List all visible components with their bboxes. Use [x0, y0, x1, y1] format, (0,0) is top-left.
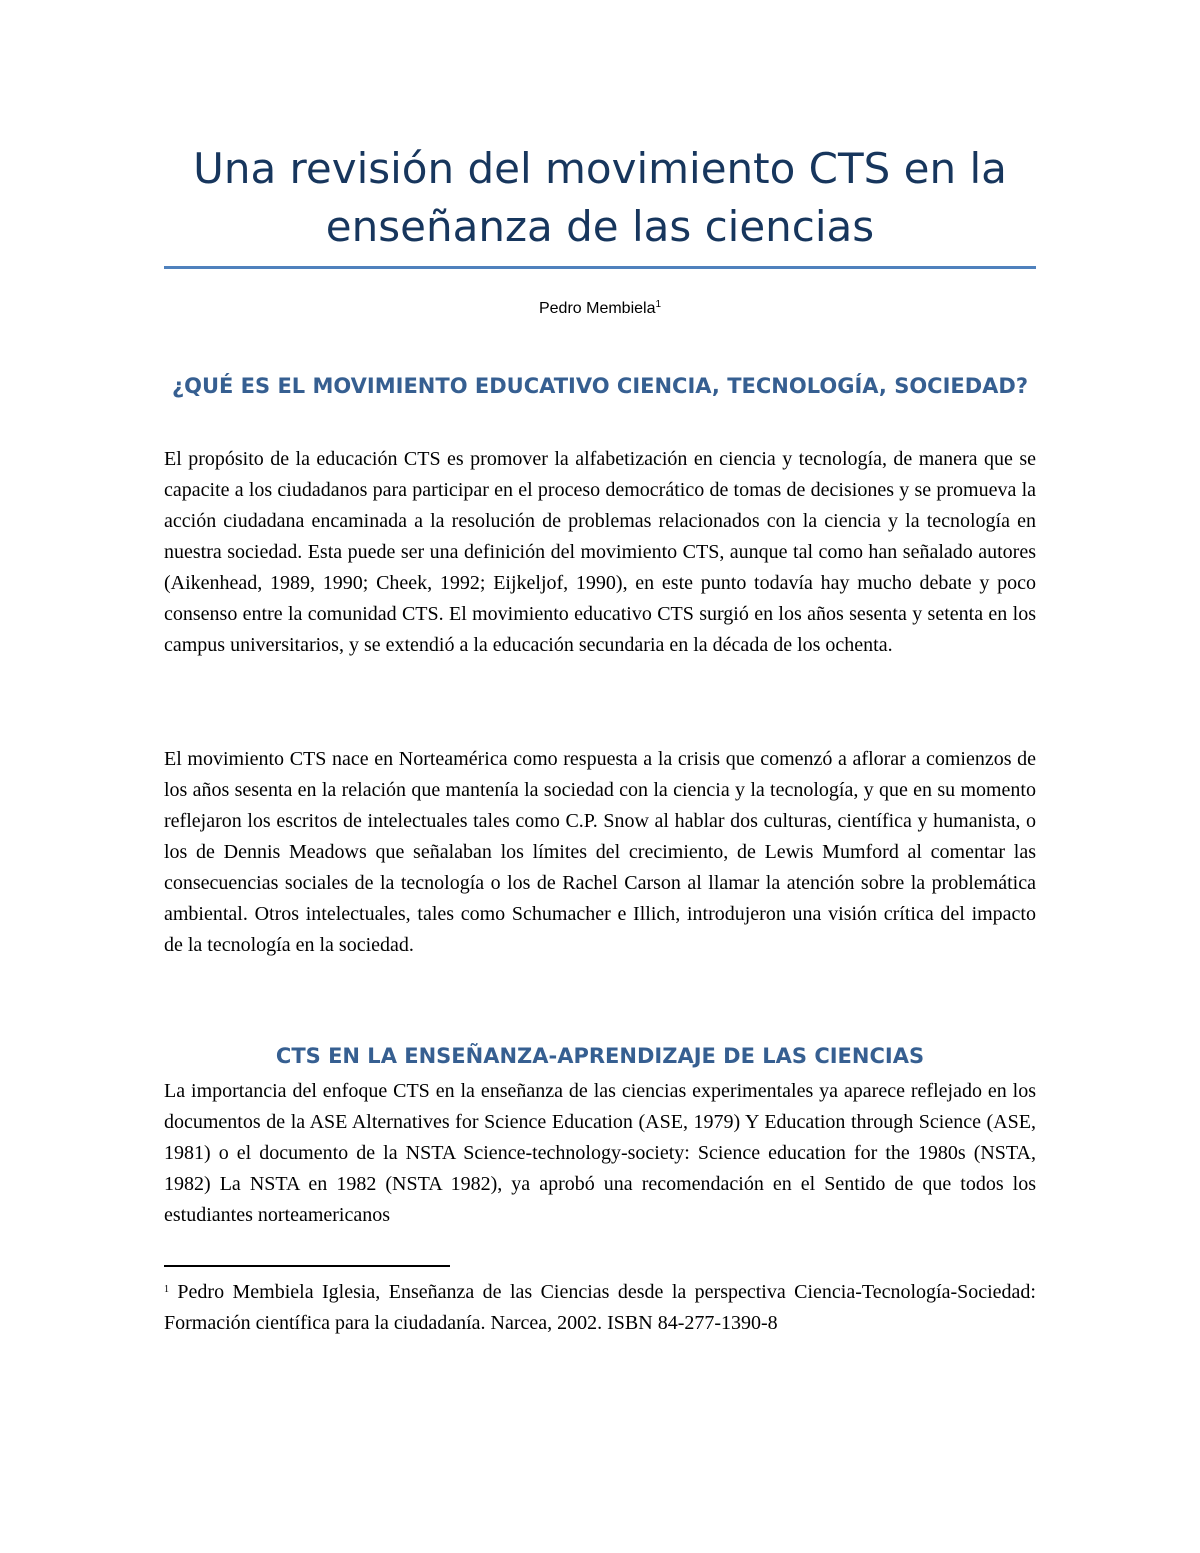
- author-name: Pedro Membiela: [538, 300, 656, 317]
- document-title: Una revisión del movimiento CTS en la enseñanza de las ciencias: [193, 144, 1007, 251]
- section-heading-que-es-cts: ¿QUÉ ES EL MOVIMIENTO EDUCATIVO CIENCIA, TECNOLOGÍA, SOCIEDAD?: [171, 374, 1029, 398]
- footnote: [164, 1277, 1036, 1339]
- author-line: [164, 300, 1036, 318]
- paragraph-importancia-enfoque: La importancia del enfoque CTS en la enseñanza de las ciencias experimentales ya aparece reflejado en los documentos de la ASE Alternatives for Science Education (ASE, 1979) Y Education through Science (ASE, 1981) o el documento de la NSTA Science-technology-society: Science education for the 1980s (NSTA, 1982) La NSTA en 1982 (NSTA 1982), ya aprobó una recomendación en el Sentido de que todos los estudiantes norteamericanos: [164, 1080, 1036, 1226]
- title-underline-rule: [164, 266, 1036, 269]
- paragraph-origen-norteamerica: El movimiento CTS nace en Norteamérica como respuesta a la crisis que comenzó a aflorar a comienzos de los años sesenta en la relación que mantenía la sociedad con la ciencia y la tecnología, y que en su momento reflejaron los escritos de intelectuales tales como C.P. Snow al hablar dos culturas, científica y humanista, o los de Dennis Meadows que señalaban los límites del crecimiento, de Lewis Mumford al comentar las consecuencias sociales de la tecnología o los de Rachel Carson al llamar la atención sobre la problemática ambiental. Otros intelectuales, tales como Schumacher e Illich, introdujeron una visión crítica del impacto de la tecnología en la sociedad.: [164, 748, 1036, 956]
- footnote-number: 1: [164, 1284, 169, 1295]
- section-heading-cts-ensenanza: CTS EN LA ENSEÑANZA-APRENDIZAJE DE LAS CIENCIAS: [275, 1044, 925, 1068]
- author-footnote-ref[interactable]: 1: [655, 299, 662, 310]
- footnote-separator: [164, 1265, 450, 1267]
- paragraph-proposito: El propósito de la educación CTS es promover la alfabetización en ciencia y tecnología, de manera que se capacite a los ciudadanos para participar en el proceso democrático de tomas de decisiones y se promueva la acción ciudadana encaminada a la resolución de problemas relacionados con la ciencia y la tecnología en nuestra sociedad. Esta puede ser una definición del movimiento CTS, aunque tal como han señalado autores (Aikenhead, 1989, 1990; Cheek, 1992; Eijkeljof, 1990), en este punto todavía hay mucho debate y poco consenso entre la comunidad CTS. El movimiento educativo CTS surgió en los años sesenta y setenta en los campus universitarios, y se extendió a la educación secundaria en la década de los ochenta.: [164, 448, 1036, 656]
- footnote-text: Pedro Membiela Iglesia, Enseñanza de las Ciencias desde la perspectiva Ciencia-Tecnología-Sociedad: Formación científica para la ciudadanía. Narcea, 2002. ISBN 84-277-1390-8: [164, 1281, 1036, 1334]
